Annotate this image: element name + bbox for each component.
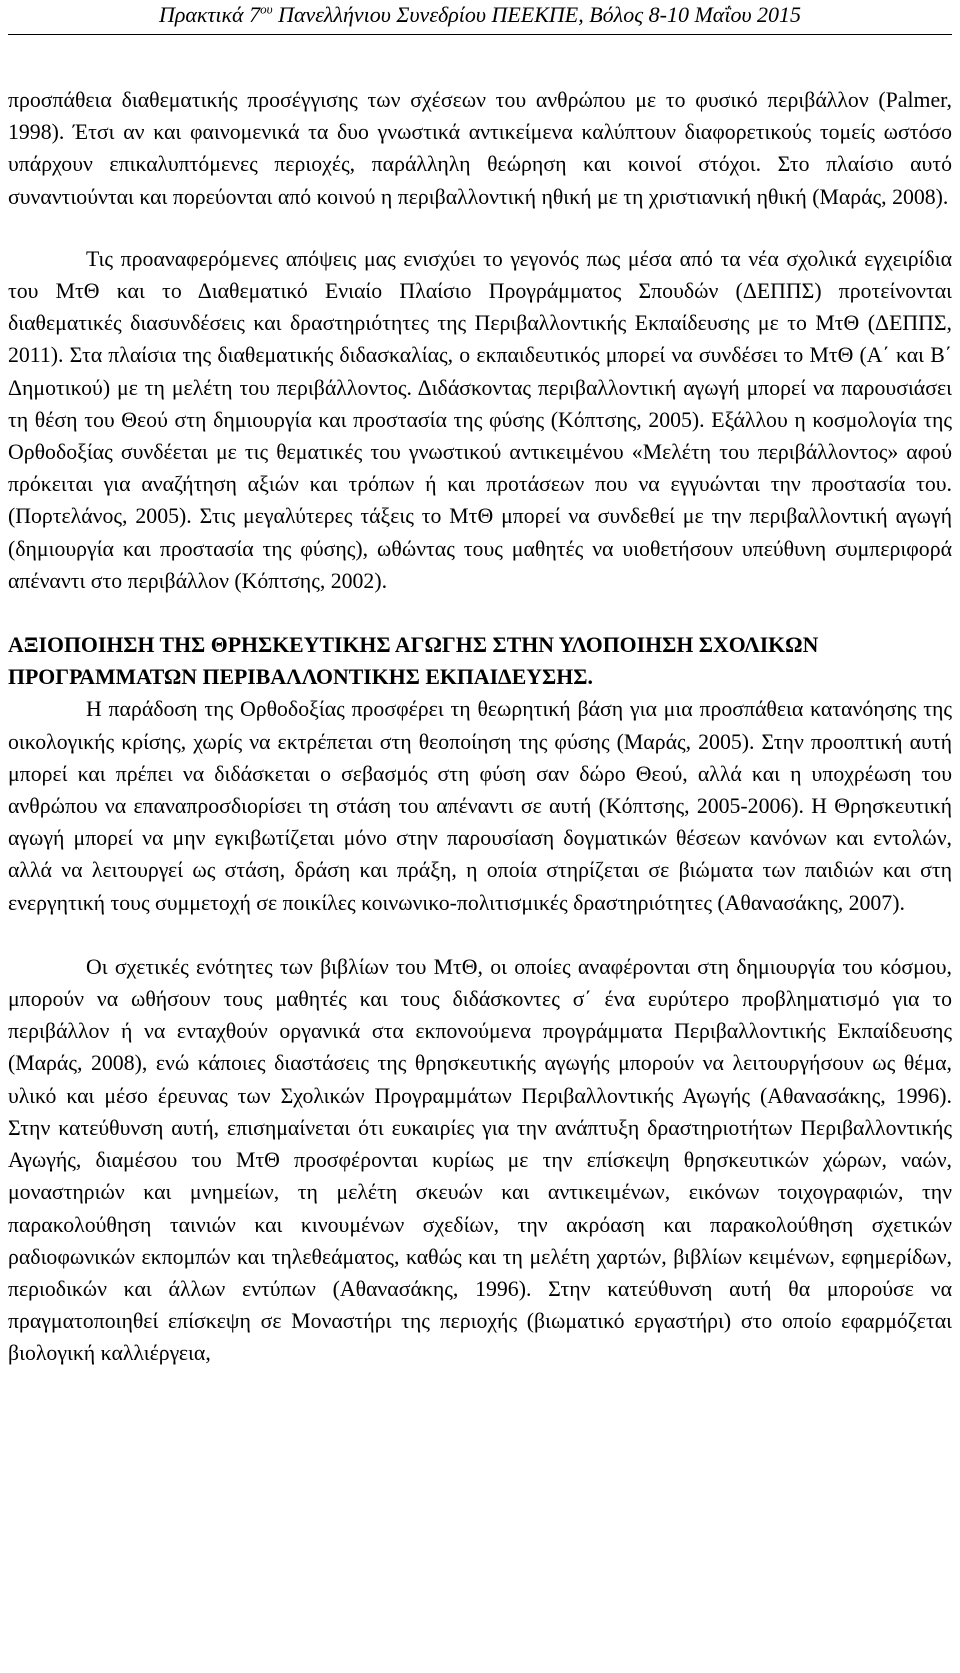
body-text [8,84,952,1370]
header-ordinal-superscript: ου [260,1,273,17]
running-header [8,0,952,35]
paragraph-1: προσπάθεια διαθεματικής προσέγγισης των σχέσεων του ανθρώπου με το φυσικό περιβάλλον (Palmer, 1998). Έτσι αν και φαινομενικά τα δυο γνωστικά αντικείμενα καλύπτουν διαφορετικούς τομείς ωστόσο υπάρχουν επικαλυπτόμενες περιοχές, παράλληλη θεώρηση και κοινοί στόχοι. Στο πλαίσιο αυτό συναντιούνται και πορεύονται από κοινού η περιβαλλοντική ηθική με τη χριστιανική ηθική (Μαράς, 2008). [8,88,952,209]
paragraph-spacer [8,597,952,629]
header-suffix: Πανελλήνιου Συνεδρίου ΠΕΕΚΠΕ, Βόλος 8-10 Μαΐου 2015 [272,2,802,27]
paragraph-spacer [8,919,952,951]
paragraph-2: Τις προαναφερόμενες απόψεις μας ενισχύει το γεγονός πως μέσα από τα νέα σχολικά εγχειρίδια του ΜτΘ και το Διαθεματικό Ενιαίο Πλαίσιο Προγράμματος Σπουδών (ΔΕΠΠΣ) προτείνονται διαθεματικές διασυνδέσεις και δραστηριότητες της Περιβαλλοντικής Εκπαίδευσης με το ΜτΘ (ΔΕΠΠΣ, 2011). Στα πλαίσια της διαθεματικής διδασκαλίας, ο εκπαιδευτικός μπορεί να συνδέσει το ΜτΘ (Α΄ και Β΄ Δημοτικού) με τη μελέτη του περιβάλλοντος. Διδάσκοντας περιβαλλοντική αγωγή μπορεί να παρουσιάσει τη θέση του Θεού στη δημιουργία και προστασία της φύσης (Κόπτσης, 2005). Εξάλλου η κοσμολογία της Ορθοδοξίας συνδέεται με τις θεματικές του γνωστικού αντικειμένου «Μελέτη του περιβάλλοντος» αφού πρόκειται για αναζήτηση αξιών και τρόπων ή και προτάσεων που να εγγυώνται την προστασία του. (Πορτελάνος, 2005). Στις μεγαλύτερες τάξεις το ΜτΘ μπορεί να συνδεθεί με την περιβαλλοντική αγωγή (δημιουργία και προστασία της φύσης), ωθώντας τους μαθητές να υιοθετήσουν υπεύθυνη συμπεριφορά απέναντι στο περιβάλλον (Κόπτσης, 2002). [8,246,952,593]
paragraph-4: Οι σχετικές ενότητες των βιβλίων του ΜτΘ, οι οποίες αναφέρονται στη δημιουργία του κόσμου, μπορούν να ωθήσουν τους μαθητές και τους διδάσκοντες σ΄ ένα ευρύτερο προβληματισμό για το περιβάλλον ή να ενταχθούν οργανικά στα εκπονούμενα προγράμματα Περιβαλλοντικής Εκπαίδευσης (Μαράς, 2008), ενώ κάποιες διαστάσεις της θρησκευτικής αγωγής μπορούν να λειτουργήσουν ως θέμα, υλικό και μέσο έρευνας των Σχολικών Προγραμμάτων Περιβαλλοντικής Αγωγής (Αθανασάκης, 1996). Στην κατεύθυνση αυτή, επισημαίνεται ότι ευκαιρίες για την ανάπτυξη δραστηριοτήτων Περιβαλλοντικής Αγωγής, διαμέσου του ΜτΘ προσφέρονται κυρίως με την επίσκεψη θρησκευτικών χώρων, ναών, μοναστηριών και μνημείων, τη μελέτη σκευών και αντικειμένων, εικόνων τοιχογραφιών, την παρακολούθηση ταινιών και κινουμένων σχεδίων, την ακρόαση και παρακολούθηση σχετικών ραδιοφωνικών εκπομπών και τηλεθεάματος, καθώς και τη μελέτη χαρτών, βιβλίων κειμένων, εφημερίδων, περιοδικών και άλλων εντύπων (Αθανασάκης, 1996). Στην κατεύθυνση αυτή θα μπορούσε να πραγματοποιηθεί επίσκεψη σε Μοναστήρι της περιοχής (βιωματικό εργαστήρι) στο οποίο εφαρμόζεται βιολογική καλλιέργεια, [8,954,952,1366]
section-heading: ΑΞΙΟΠΟΙΗΣΗ ΤΗΣ ΘΡΗΣΚΕΥΤΙΚΗΣ ΑΓΩΓΗΣ ΣΤΗΝ ΥΛΟΠΟΙΗΣΗ ΣΧΟΛΙΚΩΝ ΠΡΟΓΡΑΜΜΑΤΩΝ ΠΕΡΙΒΑΛΛΟΝΤΙΚΗΣ ΕΚΠΑΙΔΕΥΣΗΣ. [8,633,819,690]
header-prefix: Πρακτικά 7 [158,2,261,27]
paragraph-spacer [8,213,952,243]
paragraph-3: Η παράδοση της Ορθοδοξίας προσφέρει τη θεωρητική βάση για μια προσπάθεια κατανόησης της οικολογικής κρίσης, χωρίς να εκτρέπεται στη θεοποίηση της φύσης (Μαράς, 2005). Στην προοπτική αυτή μπορεί και πρέπει να διδάσκεται ο σεβασμός στη φύση σαν δώρο Θεού, αλλά και η υποχρέωση του ανθρώπου να επαναπροσδιορίσει τη στάση του απέναντι σε αυτή (Κόπτσης, 2005-2006). Η Θρησκευτική αγωγή μπορεί να μην εγκιβωτίζεται μόνο στην παρουσίαση δογματικών θέσεων κανόνων και εντολών, αλλά να λειτουργεί ως στάση, δράση και πράξη, η οποία στηρίζεται σε βιώματα των παιδιών και στη ενεργητική τους συμμετοχή σε ποικίλες κοινωνικο-πολιτισμικές δραστηριότητες (Αθανασάκης, 2007). [8,697,952,915]
